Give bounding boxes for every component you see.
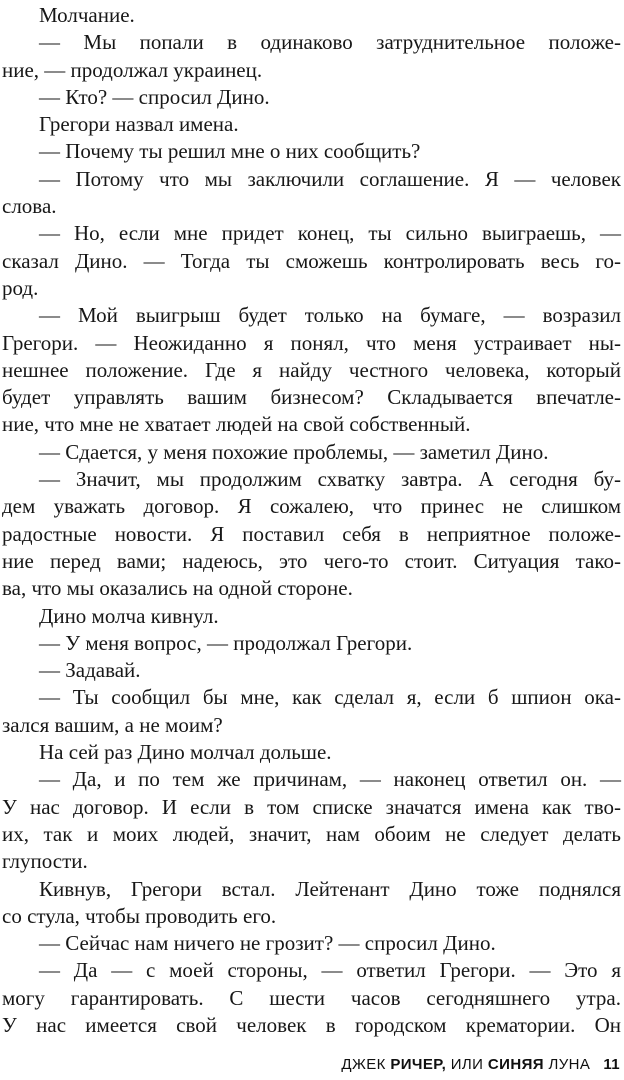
text-line: — Сейчас нам ничего не грозит? — спросил Дино. [39, 931, 496, 956]
text-line: слова. [2, 194, 57, 219]
text-line: Молчание. [39, 3, 135, 27]
footer-title-segment: РИЧЕР, [390, 1056, 447, 1073]
text-line: ние, что мне не хватает людей на свой собственный. [2, 412, 471, 437]
text-line: дем уважать договор. Я сожалею, что принес не слишком [2, 494, 621, 519]
text-line: радостные новости. Я поставил себя в неприятное положе- [2, 521, 621, 546]
page-number: 11 [603, 1056, 620, 1073]
text-line: — Почему ты решил мне о них сообщить? [39, 139, 421, 164]
text-line: сказал Дино. — Тогда ты сможешь контролировать весь го- [2, 248, 621, 273]
paragraph [2, 111, 621, 138]
text-line: — Да — с моей стороны, — ответил Грегори. — Это я [39, 958, 621, 983]
text-line: — Кто? — спросил Дино. [39, 84, 270, 109]
footer-title-segment: ДЖЕК [341, 1056, 391, 1073]
text-line: ва, что мы оказались на одной стороне. [2, 576, 353, 601]
paragraph [2, 684, 621, 739]
text-line: Грегори. — Неожиданно я понял, что меня устраивает ны- [2, 330, 621, 355]
paragraph [2, 603, 621, 630]
paragraph [2, 739, 621, 766]
paragraph [2, 302, 621, 438]
text-line: нешнее положение. Где я найду честного человека, который [2, 357, 621, 382]
text-line: Дино молча кивнул. [39, 603, 219, 628]
paragraph [2, 84, 621, 111]
text-line: Грегори назвал имена. [39, 112, 239, 137]
footer-title [341, 1056, 590, 1073]
page-text [2, 2, 621, 1039]
text-line: зался вашим, а не моим? [2, 712, 223, 737]
paragraph [2, 630, 621, 657]
paragraph [2, 766, 621, 875]
paragraph [2, 138, 621, 165]
paragraph [2, 657, 621, 684]
paragraph [2, 957, 621, 1039]
text-line: Кивнув, Грегори встал. Лейтенант Дино тоже поднялся [39, 876, 621, 901]
footer-title-segment: ИЛИ [446, 1056, 488, 1073]
text-line: — Мы попали в одинаково затруднительное положе- [39, 30, 621, 55]
text-line: — Потому что мы заключили соглашение. Я — человек [39, 166, 621, 191]
paragraph [2, 466, 621, 602]
text-line: род. [2, 275, 39, 300]
text-line: ние перед вами; надеюсь, это чего-то стоит. Ситуация тако- [2, 548, 621, 573]
text-line: — Сдается, у меня похожие проблемы, — заметил Дино. [39, 439, 549, 464]
paragraph [2, 876, 621, 931]
text-line: их, так и моих людей, значит, нам обоим не следует делать [2, 821, 621, 846]
paragraph [2, 29, 621, 84]
text-line: — Но, если мне придет конец, ты сильно выиграешь, — [39, 221, 621, 246]
footer-title-segment: ЛУНА [543, 1056, 591, 1073]
text-line: У нас договор. И если в том списке значатся имена как тво- [2, 794, 621, 819]
text-line: У нас имеется свой человек в городском крематории. Он [2, 1012, 621, 1037]
running-footer [341, 1056, 620, 1073]
paragraph [2, 166, 621, 221]
footer-title-segment: СИНЯЯ [487, 1056, 544, 1073]
text-line: — У меня вопрос, — продолжал Грегори. [39, 630, 413, 655]
text-line: со стула, чтобы проводить его. [2, 903, 277, 928]
text-line: — Задавай. [39, 658, 141, 683]
paragraph [2, 220, 621, 302]
text-line: могу гарантировать. С шести часов сегодняшнего утра. [2, 985, 621, 1010]
text-line: будет управлять вашим бизнесом? Складывается впечатле- [2, 385, 621, 410]
paragraph [2, 930, 621, 957]
text-line: — Значит, мы продолжим схватку завтра. А сегодня бу- [39, 467, 621, 492]
paragraph [2, 439, 621, 466]
text-line: — Мой выигрыш будет только на бумаге, — возразил [39, 303, 621, 328]
text-line: глупости. [2, 849, 88, 874]
paragraph [2, 2, 621, 29]
text-line: — Ты сообщил бы мне, как сделал я, если б шпион ока- [39, 685, 621, 710]
text-line: На сей раз Дино молчал дольше. [39, 740, 332, 765]
text-line: — Да, и по тем же причинам, — наконец ответил он. — [39, 767, 621, 792]
text-line: ние, — продолжал украинец. [2, 57, 263, 82]
